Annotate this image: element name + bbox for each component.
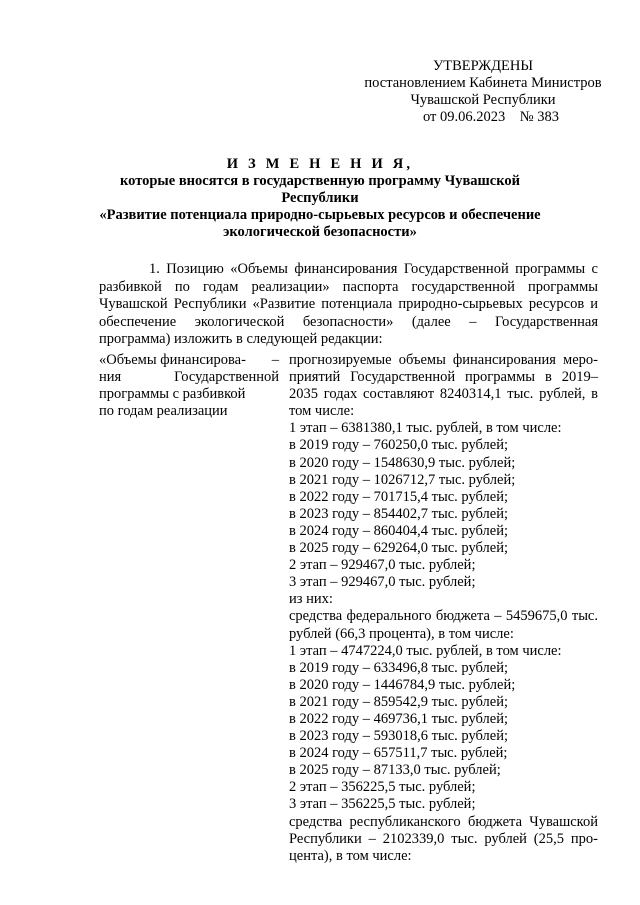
federal-line: в 2020 году – 1446784,9 тыс. рублей; — [289, 676, 516, 693]
funding-line: 1 этап – 6381380,1 тыс. рублей, в том числе: — [289, 420, 562, 437]
label-line: программы с разбивкой — [99, 386, 246, 402]
label-line: по годам реализации — [99, 403, 228, 419]
title-line-2: «Развитие потенциала природно-сырьевых ресурсов и обеспечение — [99, 207, 541, 223]
republic-intro-line: цента), в том числе: — [289, 847, 412, 864]
federal-line: 1 этап – 4747224,0 тыс. рублей, в том числе: — [289, 642, 562, 659]
federal-intro-line: средства федерального бюджета – 5459675,0 тыс. — [289, 608, 598, 625]
federal-line: в 2023 году – 593018,6 тыс. рублей; — [289, 728, 509, 745]
approval-title: УТВЕРЖДЕНЫ — [432, 58, 534, 74]
federal-line: в 2021 году – 859542,9 тыс. рублей; — [289, 693, 509, 710]
intro-paragraph — [99, 261, 598, 349]
label-line — [99, 352, 279, 369]
title-line-1: которые вносятся в государственную программу Чувашской Республики — [119, 173, 521, 206]
funding-line: в 2021 году – 1026712,7 тыс. рублей; — [289, 471, 516, 488]
funding-line: в 2024 году – 860404,4 тыс. рублей; — [289, 522, 509, 539]
funding-intro-line: прогнозируемые объемы финансирования меро- — [289, 352, 598, 368]
label-line-part: Государственной — [174, 369, 279, 385]
label-line-part: – — [271, 352, 279, 368]
approval-region: Чувашской Республики — [410, 92, 556, 108]
funding-intro-line: 2035 годах составляют 8240314,1 тыс. рублей, в — [289, 386, 598, 403]
label-line-part: ния — [99, 369, 122, 385]
label-line-part: «Объемы финансирова- — [99, 352, 246, 368]
funding-intro-line: том числе: — [289, 403, 355, 420]
funding-intro — [289, 352, 598, 420]
funding-line: в 2020 году – 1548630,9 тыс. рублей; — [289, 454, 516, 471]
federal-line: в 2025 году – 87133,0 тыс. рублей; — [289, 762, 501, 779]
republic-intro-line: Республики – 2102339,0 тыс. рублей (25,5 про- — [289, 830, 598, 847]
federal-line: в 2019 году – 633496,8 тыс. рублей; — [289, 659, 509, 676]
federal-line: 2 этап – 356225,5 тыс. рублей; — [289, 779, 476, 796]
label-line — [99, 369, 279, 386]
republic-intro-line: средства республиканского бюджета Чувашской — [289, 813, 598, 830]
federal-budget-intro — [289, 608, 598, 642]
funding-line: из них: — [289, 591, 333, 608]
federal-line: в 2022 году – 469736,1 тыс. рублей; — [289, 710, 509, 727]
title-line-3: экологической безопасности» — [223, 224, 417, 240]
funding-line: в 2022 году – 701715,4 тыс. рублей; — [289, 488, 509, 505]
approval-block — [358, 58, 608, 126]
republic-budget-intro — [289, 814, 598, 865]
passport-item-label — [99, 352, 279, 420]
funding-intro-line: приятий Государственной программы в 2019– — [289, 369, 598, 386]
federal-line: в 2024 году – 657511,7 тыс. рублей; — [289, 745, 508, 762]
funding-line: 3 этап – 929467,0 тыс. рублей; — [289, 574, 476, 591]
passport-item-value — [289, 352, 598, 865]
federal-intro-line: рублей (66,3 процента), в том числе: — [289, 625, 514, 642]
intro-text: 1. Позицию «Объемы финансирования Государственной программы с разбивкой по годам реализации» паспорта государственной программы Чувашской Республики «Развитие потенциала природно-сырьевых ресурсов и обеспечение экологической безопасности» (далее – Государственная программа) изложить в следующей редакции: — [99, 261, 598, 347]
federal-budget-list — [289, 643, 598, 814]
funding-line: в 2025 году – 629264,0 тыс. рублей; — [289, 540, 509, 557]
approval-authority: постановлением Кабинета Министров — [364, 75, 602, 91]
title-heading: И З М Е Н Е Н И Я, — [226, 156, 414, 172]
funding-total-list — [289, 420, 598, 608]
funding-line: 2 этап – 929467,0 тыс. рублей; — [289, 557, 476, 574]
funding-line: в 2019 году – 760250,0 тыс. рублей; — [289, 437, 509, 454]
document-title — [90, 156, 550, 241]
funding-line: в 2023 году – 854402,7 тыс. рублей; — [289, 505, 509, 522]
federal-line: 3 этап – 356225,5 тыс. рублей; — [289, 796, 476, 813]
approval-date-number: от 09.06.2023 № 383 — [423, 109, 559, 125]
